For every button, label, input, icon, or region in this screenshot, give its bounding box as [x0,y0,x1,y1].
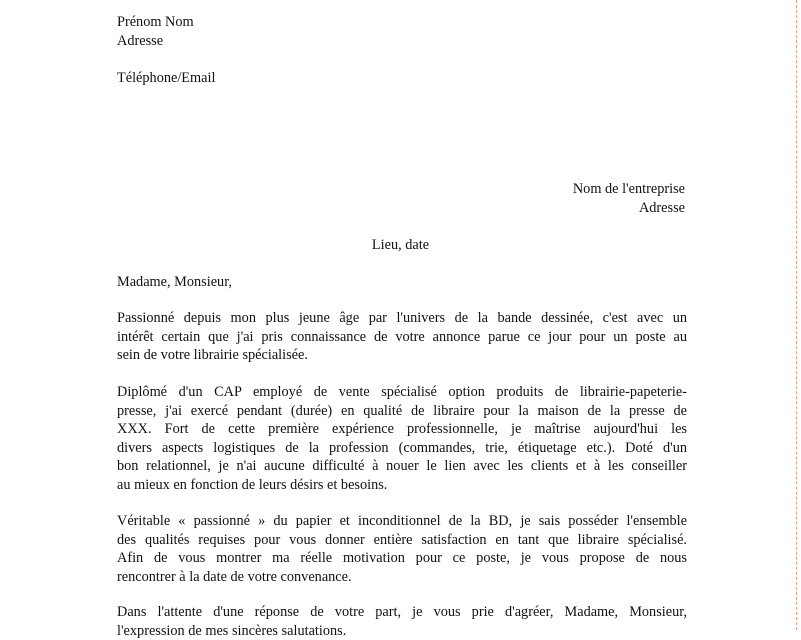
paragraph-line: Dans l'attente d'une réponse de votre part, je vous prie d'agréer, Madame, Monsieur, [117,604,687,620]
place-date: Lieu, date [371,237,430,253]
recipient-company: Nom de l'entreprise [572,181,685,197]
paragraph-4 [117,603,687,640]
paragraph-line: intérêt certain que j'ai pris connaissance de votre annonce parue ce jour pour un poste au [117,328,687,345]
paragraph-line: Afin de vous montrer ma réelle motivation pour ce poste, je vous propose de nous [117,550,687,567]
paragraph-line: Passionné depuis mon plus jeune âge par l'univers de la bande dessinée, c'est avec un [117,310,687,326]
paragraph-3 [117,512,687,586]
recipient-address: Adresse [638,200,685,216]
paragraph-line: des qualités requises pour vous donner entière satisfaction en tant que libraire spécialisé. [117,531,687,548]
paragraph-line: Véritable « passionné » du papier et inconditionnel de la BD, je sais posséder l'ensemble [117,513,687,529]
paragraph-line: Diplômé d'un CAP employé de vente spécialisé option produits de librairie-papeterie- [117,384,687,400]
paragraph-line: presse, j'ai exercé pendant (durée) en qualité de libraire pour la maison de la presse de [117,402,687,419]
sender-address: Adresse [117,33,164,49]
paragraph-line: sein de votre librairie spécialisée. [117,347,308,364]
paragraph-2 [117,383,687,495]
paragraph-line: divers aspects logistiques de la profession (commandes, trie, étiquetage etc.). Doté d'un [117,439,687,456]
paragraph-line: l'expression de mes sincères salutations. [117,622,347,639]
sender-contact: Téléphone/Email [117,70,216,86]
paragraph-line: rencontrer à la date de votre convenance. [117,568,352,585]
paragraph-1 [117,309,687,365]
paragraph-line: XXX. Fort de cette première expérience professionnelle, je maîtrise aujourd'hui les [117,421,687,438]
paragraph-line: au mieux en fonction de leurs désirs et besoins. [117,476,388,493]
sender-name: Prénom Nom [117,14,194,30]
paragraph-line: bon relationnel, je n'ai aucune difficulté à nouer le lien avec les clients et à les conseiller [117,458,687,475]
salutation: Madame, Monsieur, [117,274,232,290]
